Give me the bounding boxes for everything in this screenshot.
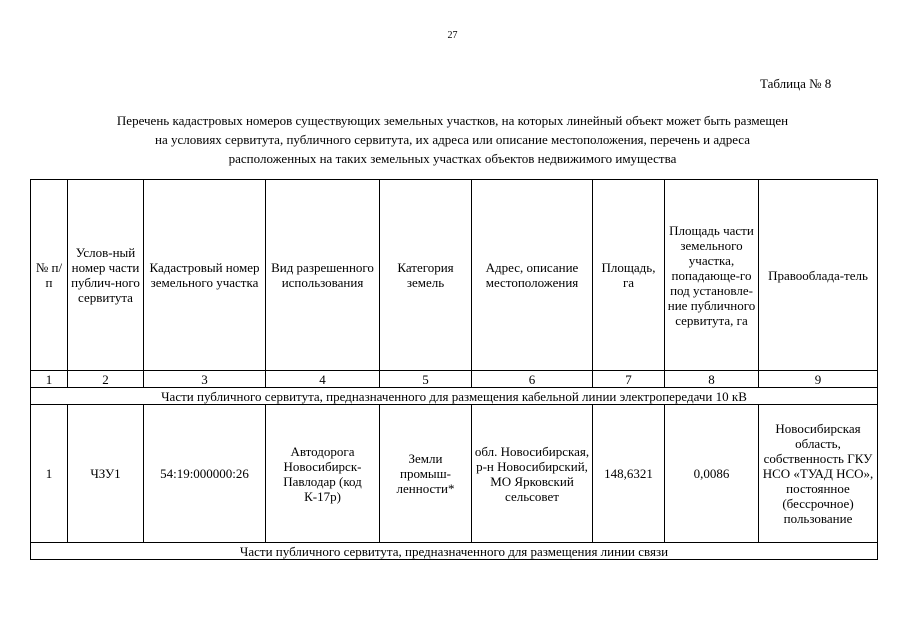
page-number: 27 [447,30,458,41]
owner: Новосибирская область, собственность ГКУ НСО «ТУАД НСО», постоянное (бессрочное) пользование [759,405,878,543]
column-number: 1 [31,371,68,388]
address: обл. Новосибирская, р-н Новосибирский, МО Ярковский сельсовет [472,405,593,543]
section-title: Части публичного сервитута, предназначенного для размещения кабельной линии электропередачи 10 кВ [31,388,878,405]
header-cell-address: Адрес, описание местоположения [472,180,593,371]
column-number: 6 [472,371,593,388]
caption-line-2: на условиях сервитута, публичного сервитута, их адреса или описание местоположения, перечень и адреса [154,132,751,147]
part-id: ЧЗУ1 [68,405,144,543]
easement-table [30,179,878,560]
permitted-use: Автодорога Новосибирск-Павлодар (код К-17р) [266,405,380,543]
column-number: 7 [593,371,665,388]
area: 148,6321 [593,405,665,543]
header-cell-servitude-area: Площадь части земельного участка, попадающе-го под установле-ние публичного сервитута, га [665,180,759,371]
cadastral-number: 54:19:000000:26 [144,405,266,543]
servitude-area: 0,0086 [665,405,759,543]
column-number: 9 [759,371,878,388]
column-number: 2 [68,371,144,388]
header-cell-area: Площадь, га [593,180,665,371]
section-row-communication-line [31,543,878,560]
header-cell-owner: Правооблада-тель [759,180,878,371]
column-number: 5 [380,371,472,388]
land-category: Земли промыш-ленности* [380,405,472,543]
header-cell-number: № п/п [31,180,68,371]
header-cell-use: Вид разрешенного использования [266,180,380,371]
header-row [31,180,878,371]
section-row-power-line [31,388,878,405]
column-number-row [31,371,878,388]
section-title: Части публичного сервитута, предназначенного для размещения линии связи [31,543,878,560]
header-cell-part-id: Услов-ный номер части публич-ного сервитута [68,180,144,371]
row-number: 1 [31,405,68,543]
header-cell-category: Категория земель [380,180,472,371]
caption-line-1: Перечень кадастровых номеров существующих земельных участков, на которых линейный объект может быть размещен [116,113,789,128]
header-cell-cadastral: Кадастровый номер земельного участка [144,180,266,371]
table-label: Таблица № 8 [760,76,832,91]
column-number: 3 [144,371,266,388]
caption-line-3: расположенных на таких земельных участках объектов недвижимого имущества [228,151,677,166]
column-number: 8 [665,371,759,388]
table-row [31,405,878,543]
column-number: 4 [266,371,380,388]
table-caption [40,111,865,168]
